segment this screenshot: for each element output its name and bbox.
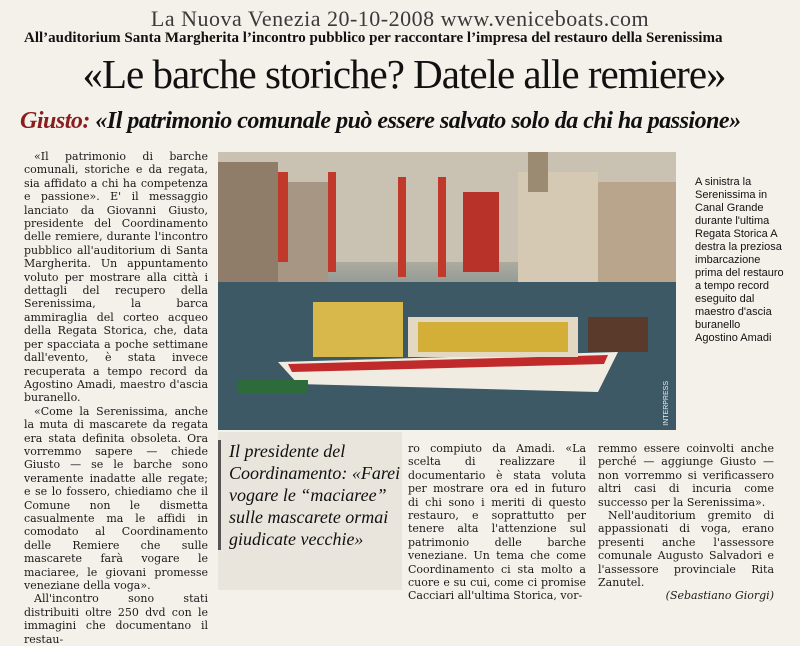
masthead: La Nuova Venezia 20-10-2008 www.veniceboats.com bbox=[150, 6, 650, 31]
paragraph: Nell'auditorium gremito di appassionati di voga, erano presenti anche l'assessore comunale Augusto Salvadori e l'assessore provinciale Rita Zanutel. bbox=[598, 509, 774, 590]
subhead-quote: «Il patrimonio comunale può essere salvato solo da chi ha passione» bbox=[95, 108, 741, 134]
paragraph: «Come la Serenissima, anche la muta di mascarete da regata era stata definita obsoleta. Ora vorremmo sapere — chiede Giusto — se le barche sono veramente inadatte alle regate; e se lo fossero, chiediamo che il Comune non le dismetta casualmente ma le affidi in comodato al Coordinamento delle Remiere che sulle mascarete farà vogare le maciaree, le giovani promesse veneziane della voga». bbox=[24, 404, 208, 592]
paragraph: All'incontro sono stati distribuiti oltre 250 dvd con le immagini che documentano il restau- bbox=[24, 592, 208, 646]
kicker: All’auditorium Santa Margherita l’incontro pubblico per raccontare l’impresa del restauro della Serenissima bbox=[24, 30, 723, 46]
article-column-1 bbox=[24, 150, 208, 646]
article-column-4 bbox=[598, 442, 774, 603]
subhead bbox=[20, 108, 790, 135]
paragraph: ro compiuto da Amadi. «La scelta di realizzare il documentario è stata voluta per mostrare ora ed in futuro di chi sono i meriti di questo restauro, e soprattutto per tenere alta l'attenzione sul patrimonio delle barche veneziane. Un tema che come Coordinamento ci sta molto a cuore e su cui, come ci promise Cacciari all'ultima Storica, vor- bbox=[408, 442, 586, 603]
photo-credit: INTERPRESS bbox=[663, 381, 670, 426]
article-column-3 bbox=[408, 442, 586, 603]
pullquote: Il presidente del Coordinamento: «Farei vogare le “maciaree” sulle mascarete ormai giudicate vecchie» bbox=[218, 440, 409, 550]
subhead-speaker: Giusto: bbox=[20, 108, 90, 134]
photo-caption: A sinistra la Serenissima in Canal Grande durante l'ultima Regata Storica A destra la preziosa imbarcazione prima del restauro a tempo record eseguito dal maestro d'ascia buranello Agostino Amadi bbox=[695, 176, 784, 344]
headline: «Le barche storiche? Datele alle remiere» bbox=[82, 51, 726, 97]
byline: (Sebastiano Giorgi) bbox=[665, 589, 774, 603]
photo bbox=[218, 152, 676, 430]
paragraph: «Il patrimonio di barche comunali, storiche e da regata, sia affidato a chi ha competenza e passione». E' il messaggio lanciato da Giovanni Giusto, presidente del Coordinamento delle remiere, durante l'incontro pubblico all'auditorium di Santa Margherita. Un appuntamento voluto per mostrare alla città i dettagli del recupero della Serenissima, la barca ammiraglia del corteo acqueo della Regata Storica, che, data per spacciata a poche settimane dall'evento, è stata invece recuperata a tempo record da Agostino Amadi, maestro d'ascia buranello. bbox=[24, 150, 208, 405]
regatta-boat-illustration bbox=[218, 152, 676, 430]
paragraph: remmo essere coinvolti anche perché — aggiunge Giusto — non vorremmo si verificassero altri casi di incuria come successo per la Serenissima». bbox=[598, 442, 774, 509]
